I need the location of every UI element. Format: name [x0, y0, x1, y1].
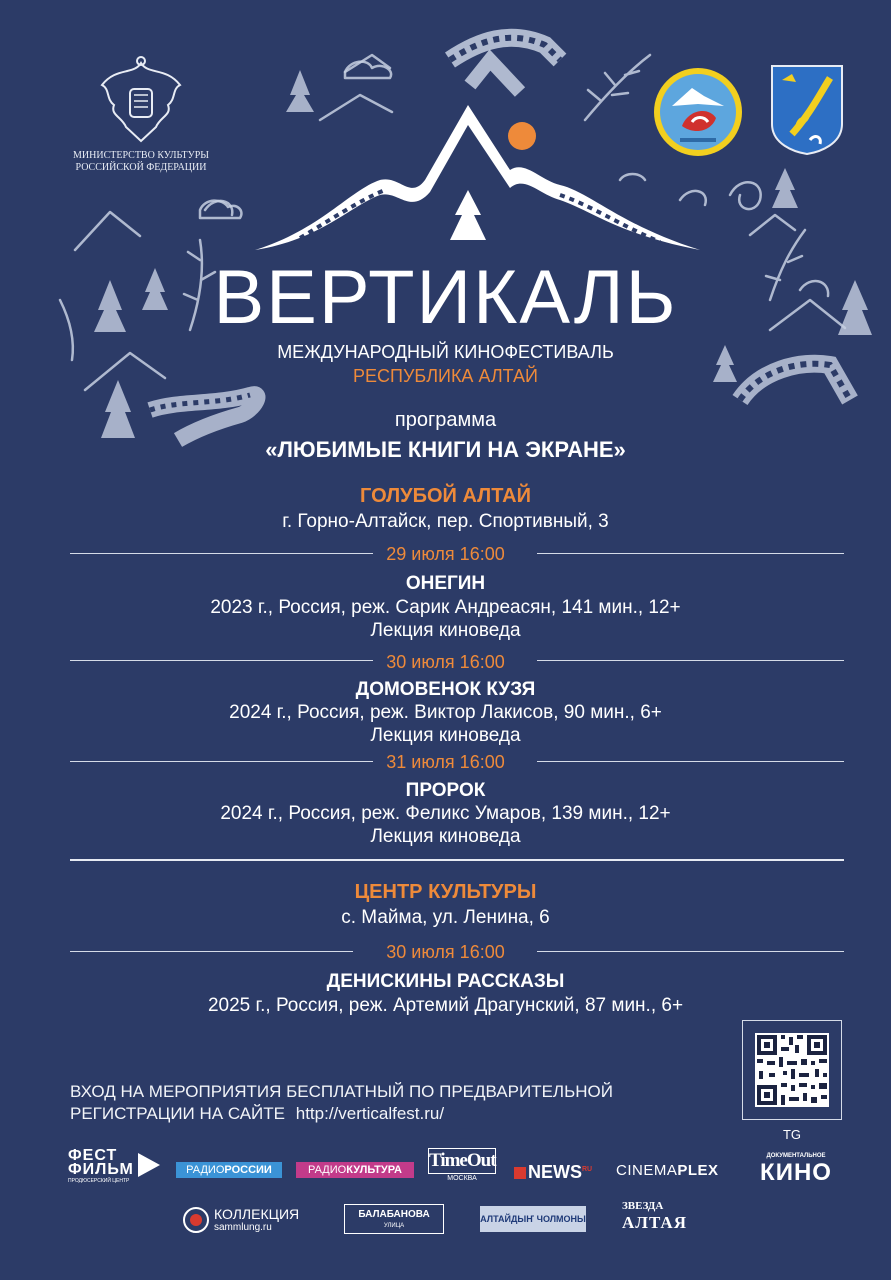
radio-rossii-word-2: РОССИИ: [224, 1164, 272, 1176]
festival-subtitle: МЕЖДУНАРОДНЫЙ КИНОФЕСТИВАЛЬ: [277, 342, 614, 362]
festfilm-word-2: ФИЛЬМ: [68, 1161, 134, 1178]
dokkino-word: КИНО: [760, 1159, 832, 1186]
screening-date: 29 июля 16:00: [386, 544, 505, 564]
film-note: Лекция киноведа: [370, 620, 521, 641]
registration-line-1: ВХОД НА МЕРОПРИЯТИЯ БЕСПЛАТНЫЙ ПО ПРЕДВАРИТЕЛЬНОЙ: [70, 1082, 613, 1101]
tree-icon: [286, 70, 314, 112]
kollekciya-word: КОЛЛЕКЦИЯ: [214, 1206, 300, 1222]
zvezda-altaya-logo: [622, 1200, 712, 1238]
festfilm-logo: [68, 1148, 168, 1186]
program-name: «ЛЮБИМЫЕ КНИГИ НА ЭКРАНЕ»: [265, 437, 626, 462]
kollekciya-url: sammlung.ru: [214, 1222, 272, 1233]
news-logo: [514, 1158, 606, 1182]
film-note: Лекция киноведа: [370, 725, 521, 746]
film-title: ПРОРОК: [405, 780, 486, 801]
double-headed-eagle-icon: [96, 55, 186, 147]
festival-title: ВЕРТИКАЛЬ: [213, 255, 678, 340]
timeout-city: МОСКВА: [447, 1175, 477, 1182]
dokkino-caption: ДОКУМЕНТАЛЬНОЕ: [766, 1153, 826, 1159]
timeout-word: TimeOut: [428, 1148, 496, 1174]
cloud-icon: [620, 174, 645, 180]
dokkino-logo: [746, 1152, 846, 1186]
venue-address: г. Горно-Алтайск, пер. Спортивный, 3: [282, 511, 609, 532]
screening-date: 30 июля 16:00: [386, 652, 505, 672]
film-strip-icon: [450, 38, 560, 92]
film-info: 2025 г., Россия, реж. Артемий Драгунский, 87 мин., 6+: [207, 995, 684, 1016]
festfilm-word-1: ФЕСТ: [68, 1147, 118, 1164]
swirl-icon: [680, 191, 706, 205]
venue-address: с. Майма, ул. Ленина, 6: [341, 907, 550, 928]
altaidyn-cholmony-logo: [480, 1206, 586, 1232]
balabanova-logo: [344, 1204, 444, 1234]
cinemaplex-word-1: CINEMA: [616, 1162, 678, 1179]
film-info: 2024 г., Россия, реж. Феликс Умаров, 139 мин., 12+: [220, 803, 671, 824]
film-title: ОНЕГИН: [405, 573, 486, 594]
registration-line-2-wrap: [70, 1103, 444, 1125]
ministry-line-2: РОССИЙСКОЙ ФЕДЕРАЦИИ: [75, 162, 207, 173]
kollekciya-mark-icon: [182, 1206, 210, 1234]
registration-link[interactable]: http://verticalfest.ru/: [295, 1104, 445, 1123]
registration-line-2: РЕГИСТРАЦИИ НА САЙТЕ: [70, 1104, 285, 1123]
balabanova-word: БАЛАБАНОВА: [358, 1209, 430, 1220]
altaidyn-cholmony-word: АЛТАЙДЫҤ ЧОЛМОНЫ: [480, 1214, 586, 1224]
venue-name: ЦЕНТР КУЛЬТУРЫ: [354, 881, 537, 903]
film-title: ДЕНИСКИНЫ РАССКАЗЫ: [326, 971, 565, 992]
mountain-icon: [750, 215, 795, 235]
film-info: 2023 г., Россия, реж. Сарик Андреасян, 141 мин., 12+: [210, 597, 681, 618]
zvezda-word-2: АЛТАЯ: [622, 1213, 687, 1232]
mountain-emblem: [255, 105, 700, 250]
radio-kultura-word-1: РАДИО: [307, 1164, 347, 1176]
mountain-icon: [320, 95, 392, 120]
screening-date: 30 июля 16:00: [386, 942, 505, 962]
swirl-icon: [730, 182, 761, 209]
qr-code-icon: [743, 1021, 841, 1119]
news-sup: RU: [582, 1166, 593, 1173]
radio-kultura-word-2: КУЛЬТУРА: [346, 1164, 403, 1176]
film-info: 2024 г., Россия, реж. Виктор Лакисов, 90 мин., 6+: [229, 702, 662, 723]
ministry-caption: [66, 150, 216, 174]
film-note: Лекция киноведа: [370, 826, 521, 847]
screening-date: 31 июля 16:00: [386, 752, 505, 772]
festival-region: РЕСПУБЛИКА АЛТАЙ: [353, 366, 538, 386]
festfilm-caption: ПРОДЮСЕРСКИЙ ЦЕНТР: [68, 1178, 130, 1184]
cinemaplex-logo: [616, 1160, 736, 1182]
balabanova-sub: УЛИЦА: [383, 1223, 405, 1229]
qr-code[interactable]: [742, 1020, 842, 1120]
venue-name: ГОЛУБОЙ АЛТАЙ: [360, 485, 531, 507]
altai-republic-emblem: [652, 66, 744, 158]
play-icon: [136, 1152, 162, 1178]
sun-icon: [508, 122, 536, 150]
mountain-icon: [75, 212, 140, 250]
film-title: ДОМОВЕНОК КУЗЯ: [355, 679, 536, 700]
zvezda-word-1: ЗВЕЗДА: [622, 1200, 664, 1212]
district-coat-of-arms: [770, 64, 844, 156]
ministry-line-1: МИНИСТЕРСТВО КУЛЬТУРЫ: [73, 150, 209, 161]
news-word: NEWS: [528, 1162, 582, 1182]
timeout-logo: [428, 1148, 496, 1188]
qr-label: TG: [782, 1127, 802, 1142]
program-label: программа: [394, 409, 497, 431]
tree-icon: [772, 168, 798, 208]
branch-icon: [585, 55, 650, 120]
radio-rossii-word-1: РАДИО: [186, 1164, 225, 1176]
radio-rossii-logo: [176, 1162, 282, 1178]
venue-separator: [70, 859, 844, 861]
radio-kultura-logo: [296, 1162, 414, 1178]
kollekciya-logo: [182, 1204, 306, 1238]
news-mark-icon: [514, 1167, 526, 1179]
cinemaplex-word-2: PLEX: [677, 1162, 719, 1179]
